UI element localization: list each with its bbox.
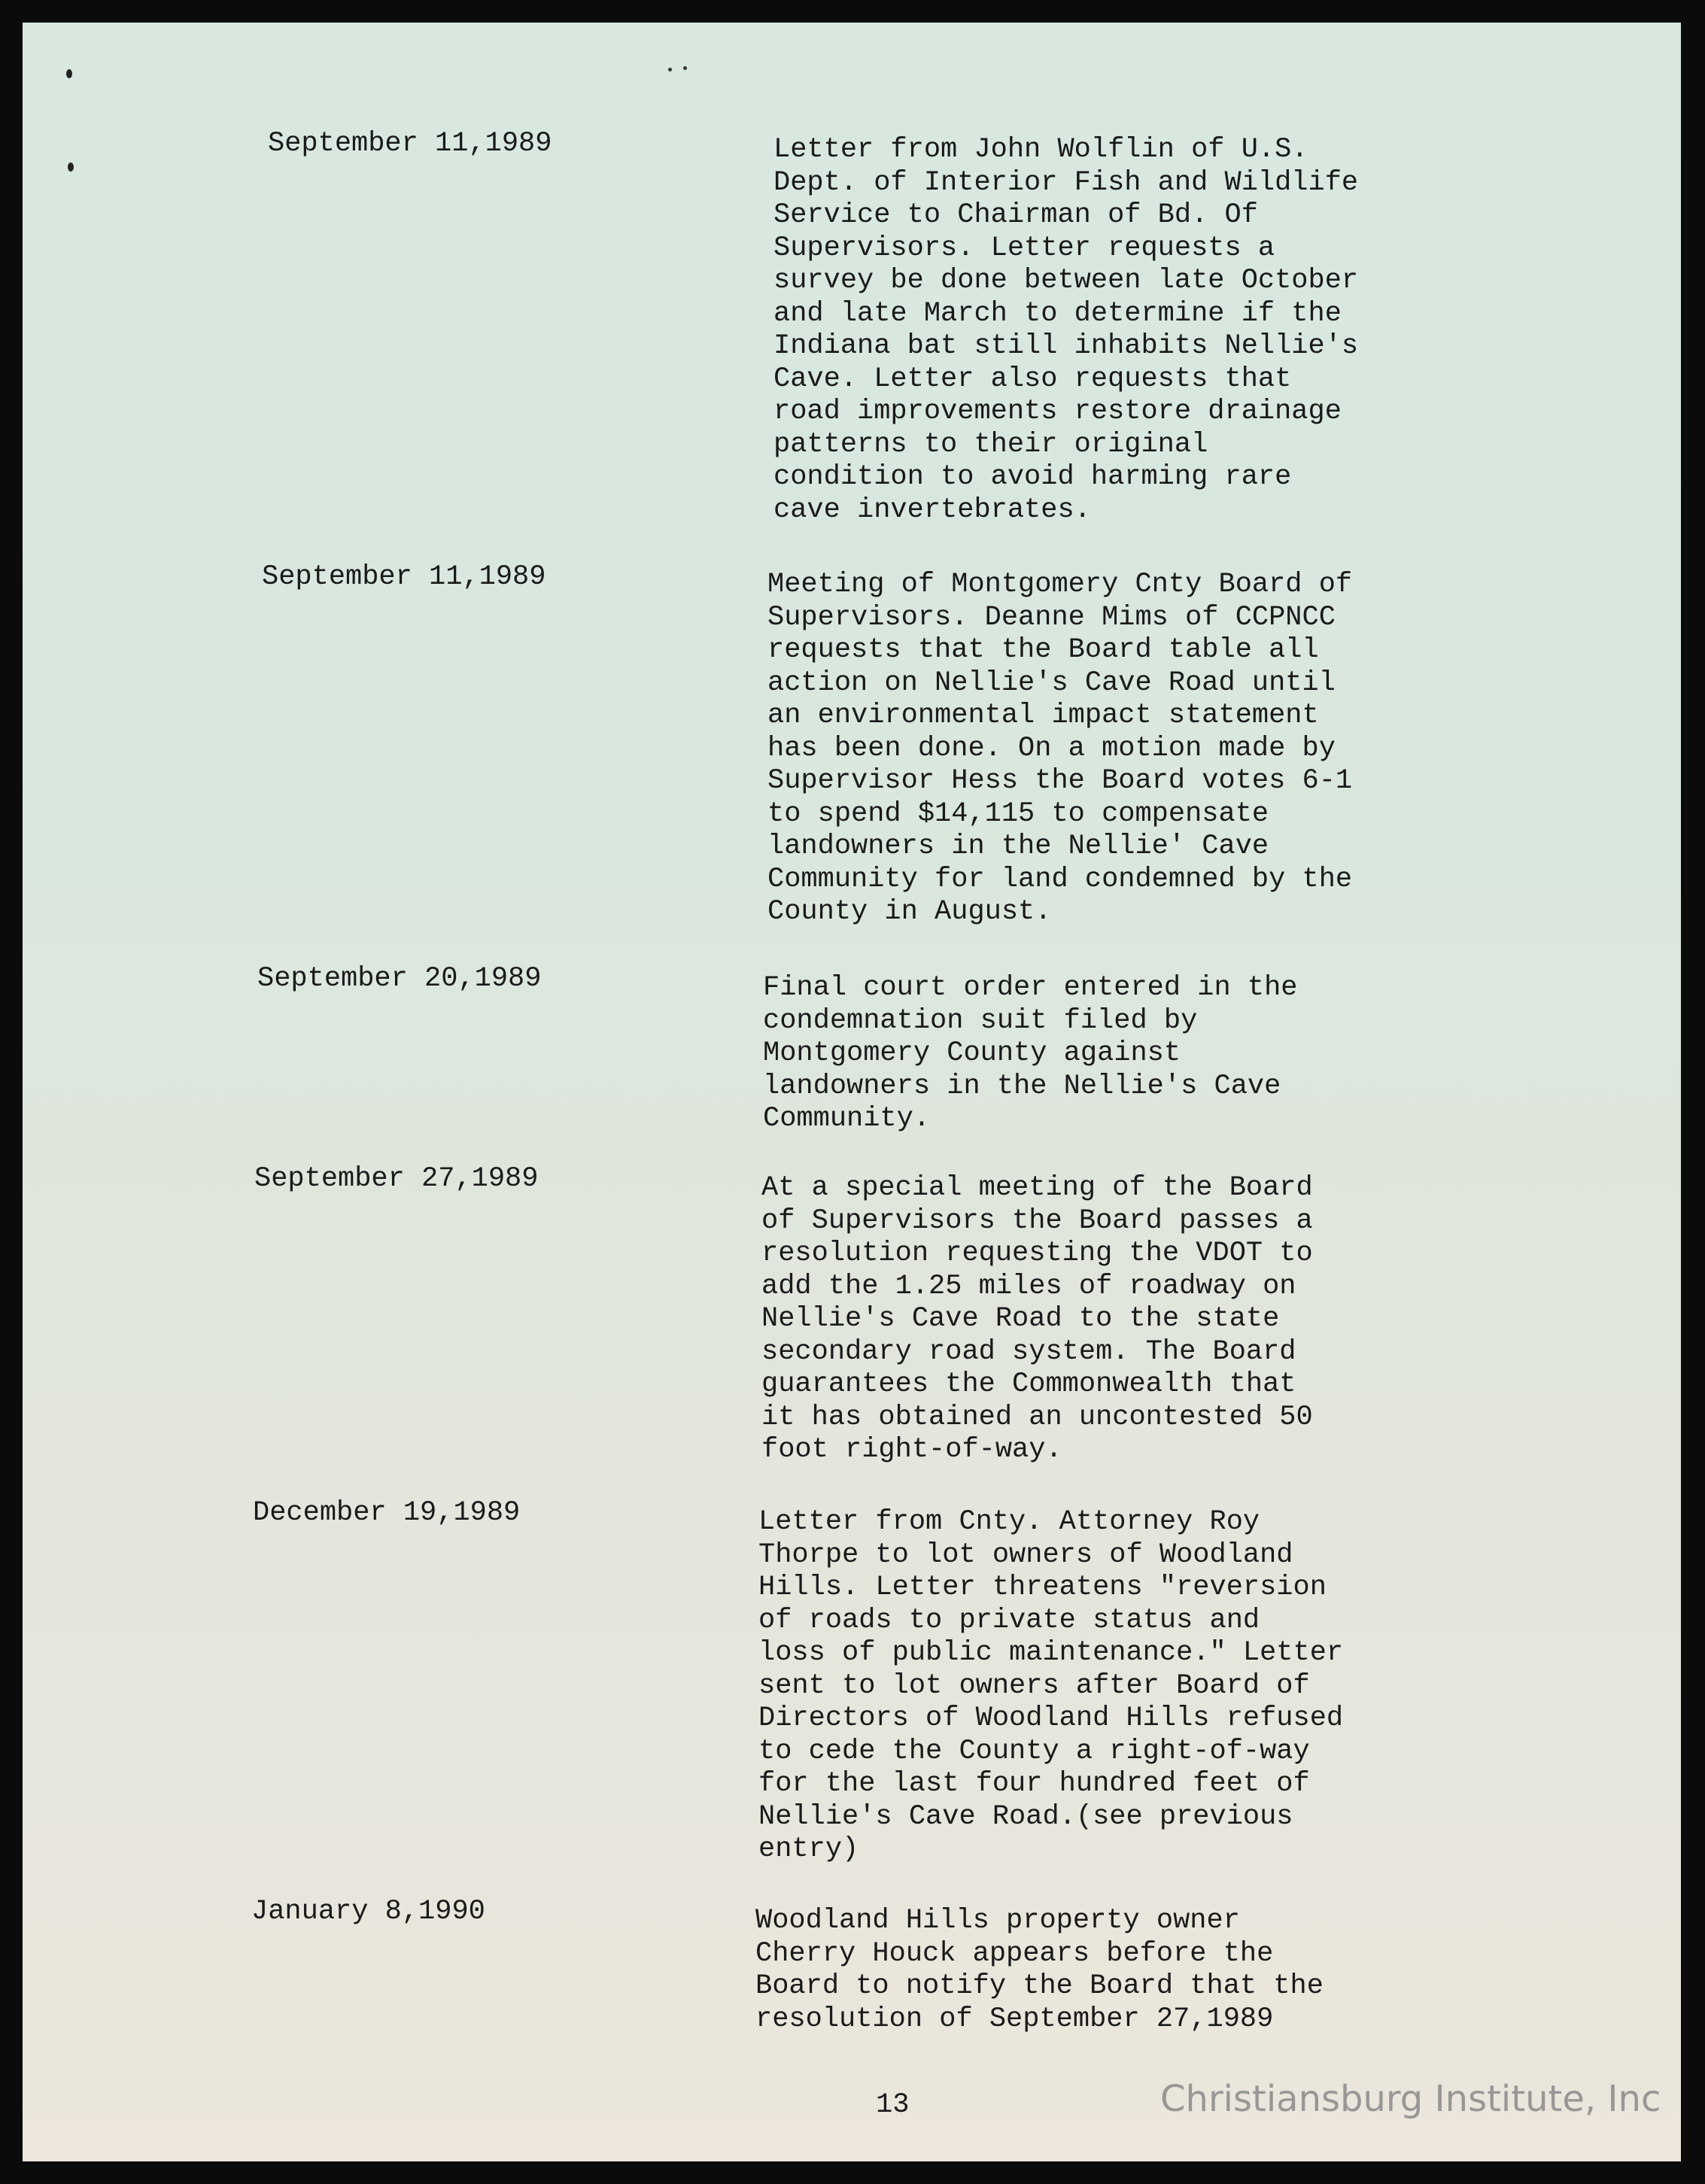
entry-description: [763, 972, 1515, 1136]
description-line: road improvements restore drainage: [773, 396, 1342, 427]
watermark: Christiansburg Institute, Inc: [1160, 2078, 1661, 2120]
description-line: Nellie's Cave Road to the state: [761, 1303, 1280, 1335]
description-line: action on Nellie's Cave Road until: [767, 667, 1336, 699]
entry-date: December 19,1989: [253, 1497, 521, 1529]
description-line: survey be done between late October: [773, 265, 1359, 296]
description-line: Directors of Woodland Hills refused: [758, 1703, 1344, 1734]
description-line: Supervisors. Deanne Mims of CCPNCC: [767, 601, 1336, 633]
description-line: Community for land condemned by the: [767, 863, 1353, 895]
description-line: Cave. Letter also requests that: [773, 363, 1292, 395]
description-line: of Supervisors the Board passes a: [761, 1204, 1313, 1237]
description-line: to cede the County a right-of-way: [758, 1735, 1310, 1767]
binder-hole-mark: [68, 163, 74, 172]
entry-date: September 27,1989: [254, 1163, 539, 1195]
description-line: Indiana bat still inhabits Nellie's: [773, 330, 1359, 362]
entry-date: September 20,1989: [257, 963, 542, 995]
speck-mark: [683, 66, 687, 70]
description-line: Woodland Hills property owner: [755, 1905, 1240, 1936]
description-line: Nellie's Cave Road.(see previous: [758, 1800, 1293, 1833]
description-line: Board to notify the Board that the: [755, 1970, 1324, 2002]
description-line: patterns to their original: [773, 428, 1208, 460]
description-line: County in August.: [767, 896, 1052, 928]
description-line: landowners in the Nellie' Cave: [767, 831, 1269, 862]
description-line: Montgomery County against: [763, 1037, 1181, 1069]
description-line: Dept. of Interior Fish and Wildlife: [773, 166, 1359, 199]
description-line: Letter from Cnty. Attorney Roy: [758, 1506, 1260, 1538]
description-line: entry): [758, 1833, 859, 1865]
description-line: Thorpe to lot owners of Woodland: [758, 1539, 1293, 1571]
description-line: sent to lot owners after Board of: [758, 1669, 1310, 1702]
description-line: and late March to determine if the: [773, 297, 1342, 330]
description-line: it has obtained an uncontested 50: [761, 1401, 1313, 1433]
description-line: secondary road system. The Board: [761, 1335, 1296, 1368]
description-line: guarantees the Commonwealth that: [761, 1368, 1296, 1400]
description-line: cave invertebrates.: [773, 494, 1091, 526]
description-line: to spend $14,115 to compensate: [767, 797, 1269, 830]
description-line: At a special meeting of the Board: [761, 1172, 1313, 1204]
description-line: condition to avoid harming rare: [773, 461, 1292, 493]
description-line: add the 1.25 miles of roadway on: [761, 1270, 1296, 1302]
description-line: Cherry Houck appears before the: [755, 1937, 1274, 1970]
entry-description: [767, 569, 1520, 929]
description-line: for the last four hundred feet of: [758, 1768, 1310, 1800]
description-line: has been done. On a motion made by: [767, 732, 1336, 764]
description-line: resolution of September 27,1989: [755, 2003, 1274, 2035]
description-line: foot right-of-way.: [761, 1434, 1062, 1466]
description-line: Service to Chairman of Bd. Of: [773, 199, 1258, 231]
description-line: Supervisors. Letter requests a: [773, 232, 1275, 264]
description-line: landowners in the Nellie's Cave: [763, 1070, 1281, 1102]
description-line: Letter from John Wolflin of U.S.: [773, 134, 1308, 166]
description-line: an environmental impact statement: [767, 700, 1319, 731]
entry-date: January 8,1990: [251, 1896, 485, 1927]
entry-description: [758, 1506, 1511, 1867]
entry-description: [755, 1905, 1508, 2036]
description-line: condemnation suit filed by: [763, 1004, 1198, 1037]
description-line: of roads to private status and: [758, 1604, 1260, 1636]
entry-description: [761, 1172, 1514, 1467]
document-page: [23, 23, 1681, 2161]
description-line: Meeting of Montgomery Cnty Board of: [767, 569, 1353, 600]
description-line: requests that the Board table all: [767, 634, 1319, 666]
entry-date: September 11,1989: [268, 128, 552, 159]
binder-hole-mark: [66, 69, 72, 78]
description-line: Community.: [763, 1103, 931, 1135]
description-line: loss of public maintenance." Letter: [758, 1637, 1344, 1669]
description-line: Hills. Letter threatens "reversion: [758, 1572, 1327, 1603]
description-line: Final court order entered in the: [763, 972, 1298, 1004]
speck-mark: [668, 68, 672, 71]
entry-date: September 11,1989: [262, 561, 546, 593]
description-line: resolution requesting the VDOT to: [761, 1238, 1313, 1269]
description-line: Supervisor Hess the Board votes 6-1: [767, 765, 1353, 797]
page-number: 13: [876, 2089, 910, 2121]
entry-description: [773, 134, 1526, 527]
